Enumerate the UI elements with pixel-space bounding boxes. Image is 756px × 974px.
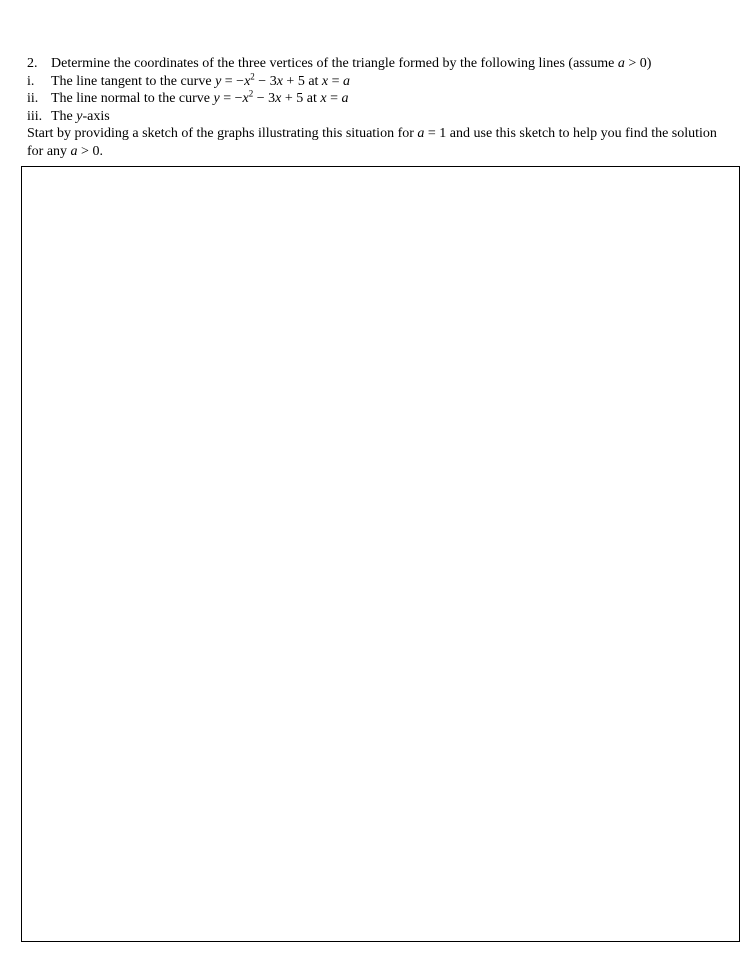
question-intro xyxy=(27,55,727,73)
sub-item-text: The line tangent to the curve $y = -x^2 - 3x + 5$ at x = a xyxy=(51,70,351,89)
sub-item-text: The y-axis xyxy=(51,108,110,124)
sub-item-marker: ii. xyxy=(27,91,39,106)
sub-item-iii xyxy=(27,108,727,126)
sub-item-marker: i. xyxy=(27,73,35,89)
sub-item-marker: iii. xyxy=(27,108,43,124)
sub-item-text: The line normal to the curve $y = -x^2 - 3x + 5$ at x = a xyxy=(51,88,349,106)
question-number: 2. xyxy=(27,56,38,71)
answer-box[interactable] xyxy=(21,166,740,942)
sub-item-i xyxy=(27,70,727,91)
question-instructions: Start by providing a sketch of the graphs illustrating this situation for a = 1 and use this sketch to help you find the solution for any a > 0. xyxy=(27,126,717,159)
question-intro-text: Determine the coordinates of the three vertices of the triangle formed by the following lines (assume a > 0) xyxy=(51,56,652,71)
sub-item-ii xyxy=(27,90,727,108)
question-2 xyxy=(27,55,727,160)
